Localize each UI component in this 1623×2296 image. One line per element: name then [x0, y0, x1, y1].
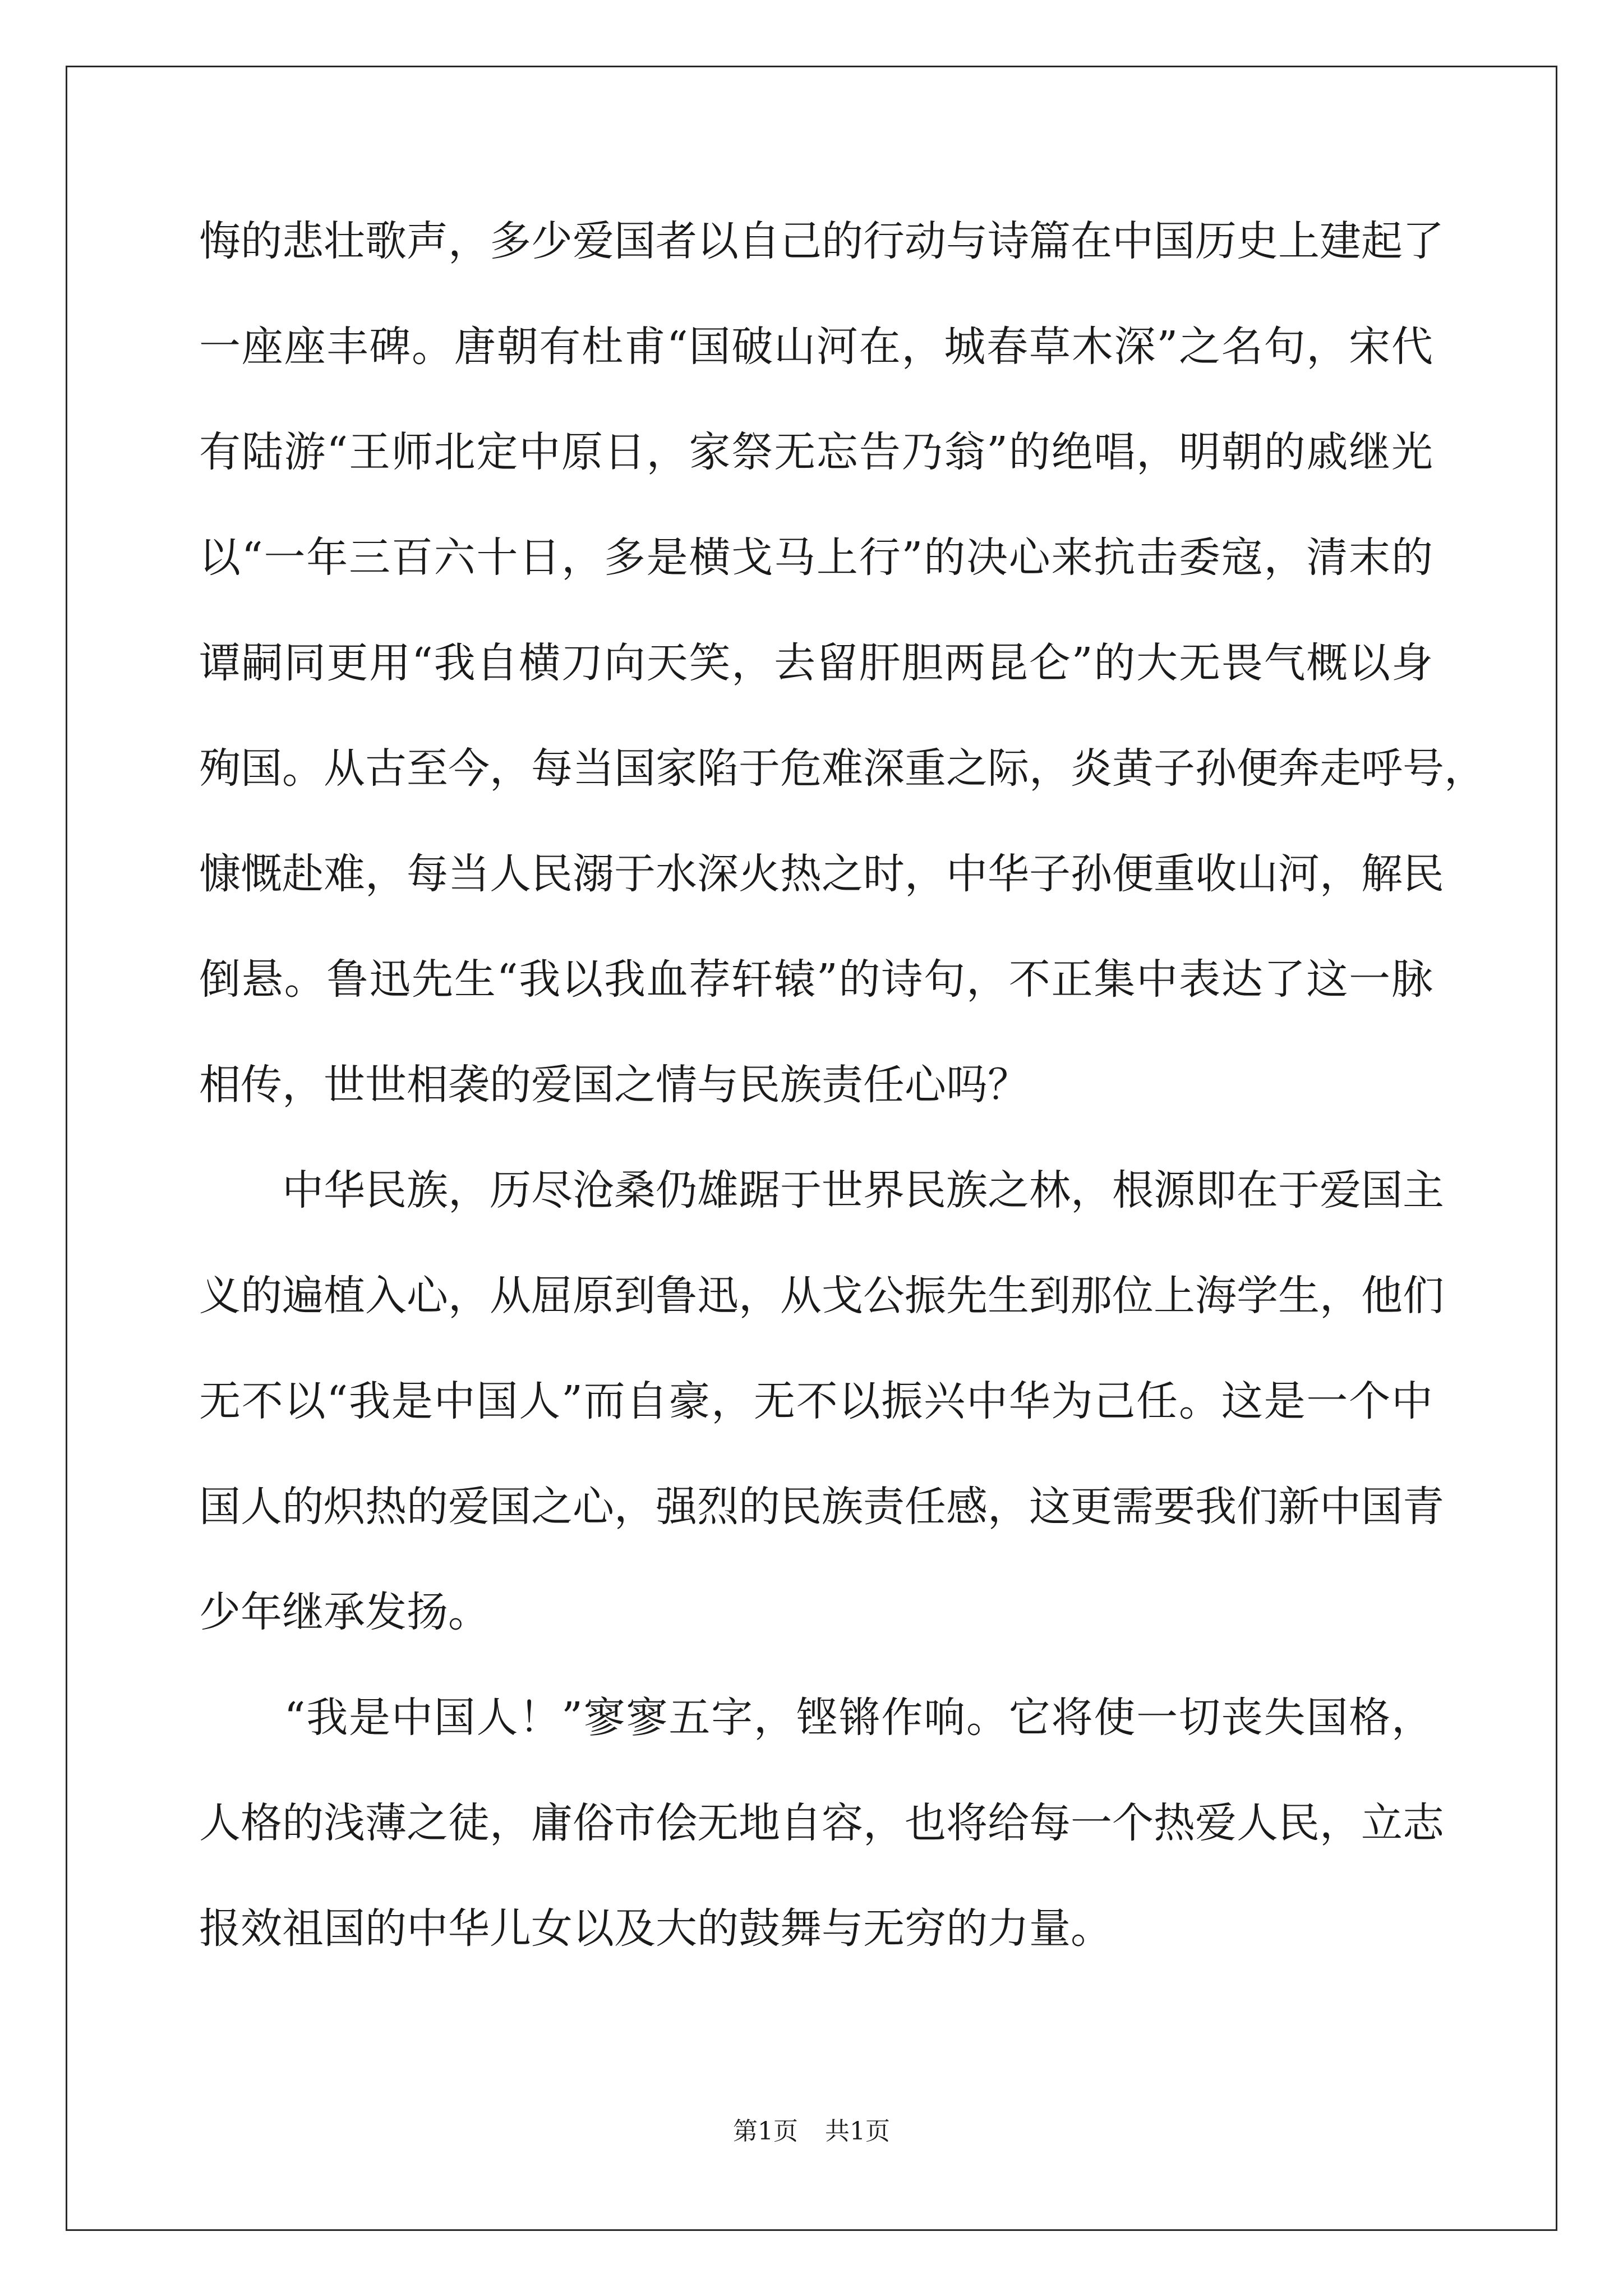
text-line: 少年继承发扬。: [199, 1588, 490, 1636]
text-line: 殉国。从古至今，每当国家陷于危难深重之际，炎黄子孙便奔走呼号，: [199, 744, 1486, 793]
text-line: 以“一年三百六十日，多是横戈马上行”的决心来抗击委寇，清末的: [199, 533, 1433, 582]
page-total: 共1页: [825, 2117, 890, 2146]
text-line: 慷慨赴难，每当人民溺于水深火热之时，中华子孙便重收山河，解民: [199, 850, 1444, 898]
text-line: 报效祖国的中华儿女以及大的鼓舞与无穷的力量。: [199, 1904, 1112, 1953]
page-number: 第1页: [733, 2117, 798, 2146]
text-line: 人格的浅薄之徒，庸俗市侩无地自容，也将给每一个热爱人民，立志: [199, 1799, 1444, 1847]
text-line: 无不以“我是中国人”而自豪，无不以振兴中华为己任。这是一个中: [199, 1377, 1433, 1425]
text-line: “我是中国人！”寥寥五字，铿锵作响。它将使一切丧失国格，: [199, 1694, 1433, 1742]
text-line: 悔的悲壮歌声，多少爱国者以自己的行动与诗篇在中国历史上建起了: [199, 217, 1444, 265]
text-line: 义的遍植入心，从屈原到鲁迅，从戈公振先生到那位上海学生，他们: [199, 1272, 1444, 1320]
text-line: 一座座丰碑。唐朝有杜甫“国破山河在，城春草木深”之名句，宋代: [199, 323, 1433, 371]
text-line: 相传，世世相袭的爱国之情与民族责任心吗？: [199, 1061, 1029, 1109]
text-line: 国人的炽热的爱国之心，强烈的民族责任感，这更需要我们新中国青: [199, 1483, 1444, 1531]
text-line: 有陆游“王师北定中原日，家祭无忘告乃翁”的绝唱，明朝的戚继光: [199, 428, 1433, 476]
text-line: 倒悬。鲁迅先生“我以我血荐轩辕”的诗句，不正集中表达了这一脉: [199, 955, 1433, 1004]
text-line: 谭嗣同更用“我自横刀向天笑，去留肝胆两昆仑”的大无畏气概以身: [199, 639, 1433, 687]
page-footer: [0, 2115, 1623, 2148]
text-line: 中华民族，历尽沧桑仍雄踞于世界民族之林，根源即在于爱国主: [199, 1166, 1444, 1214]
